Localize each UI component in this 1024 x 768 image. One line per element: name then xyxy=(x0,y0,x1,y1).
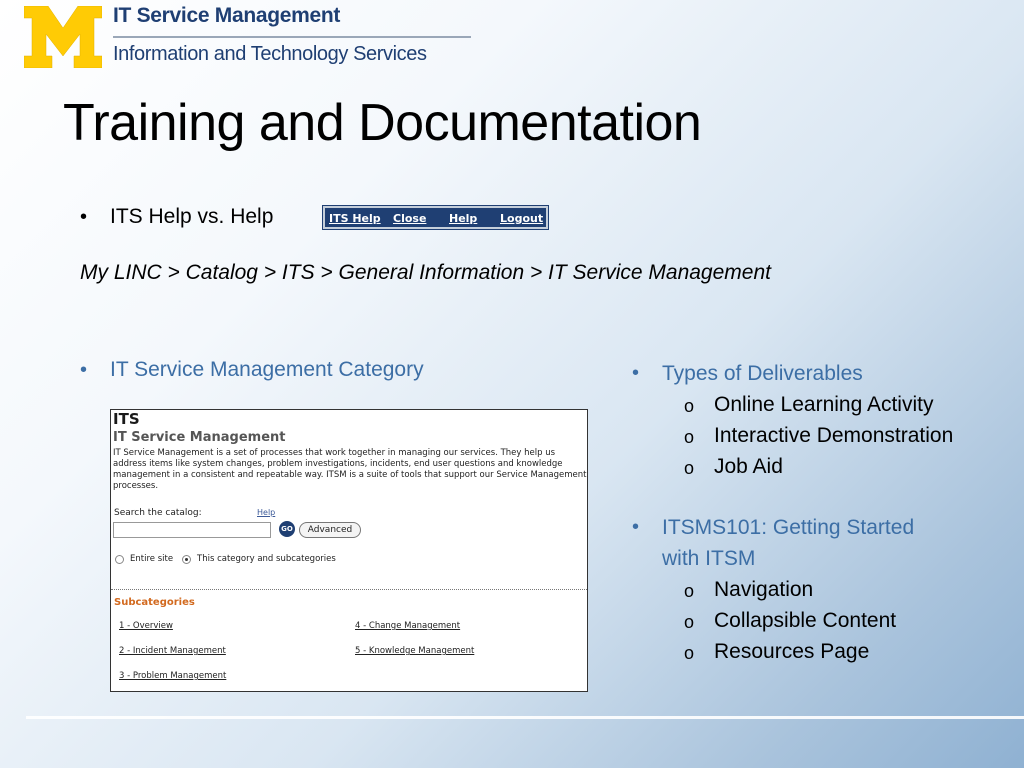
section-divider xyxy=(111,589,587,590)
course-heading-line1: ITSMS101: Getting Started xyxy=(662,516,915,539)
search-help-link[interactable]: Help xyxy=(257,508,276,517)
navbar-close-link[interactable]: Close xyxy=(393,212,427,225)
sub-bullet-icon: o xyxy=(684,396,695,416)
course-item: Collapsible Content xyxy=(714,609,897,632)
bullet-icon: • xyxy=(80,206,88,228)
subcategory-link[interactable]: 2 - Incident Management xyxy=(119,646,226,656)
bullet-its-help xyxy=(80,205,273,229)
bullet-its-help-text: ITS Help vs. Help xyxy=(110,205,274,228)
course-item: Navigation xyxy=(714,578,814,601)
advanced-button[interactable]: Advanced xyxy=(299,522,361,538)
navbar-logout-link[interactable]: Logout xyxy=(500,212,544,225)
catalog-title: IT Service Management xyxy=(113,430,286,445)
subcategory-link[interactable]: 3 - Problem Management xyxy=(119,671,227,681)
search-label: Search the catalog: xyxy=(114,508,202,518)
slide-title: Training and Documentation xyxy=(63,94,702,152)
navbar-its-help-link[interactable]: ITS Help xyxy=(329,212,381,225)
catalog-description: IT Service Management is a set of processes that work together in managing our services. They help us address items like system changes, problem investigations, incidents, end user questions and knowledge management in a consistent and repeatable way. ITSM is a suite of tools that support our Service Management processes. xyxy=(113,448,587,491)
sub-bullet-icon: o xyxy=(684,581,695,601)
subcategory-link[interactable]: 4 - Change Management xyxy=(355,621,461,631)
subcategories-heading: Subcategories xyxy=(114,597,195,608)
sub-bullet-icon: o xyxy=(684,643,695,663)
sub-bullet-icon: o xyxy=(684,612,695,632)
go-button[interactable]: GO xyxy=(279,521,295,537)
catalog-heading: ITS xyxy=(113,410,140,428)
header-subtitle: Information and Technology Services xyxy=(113,43,427,65)
catalog-search-input[interactable] xyxy=(113,522,271,538)
course-item: Resources Page xyxy=(714,640,870,663)
course-heading-line2: with ITSM xyxy=(662,547,756,570)
michigan-block-m-logo xyxy=(24,6,102,68)
breadcrumb: My LINC > Catalog > ITS > General Information > IT Service Management xyxy=(80,261,771,284)
bullet-itsm-category xyxy=(80,358,424,382)
radio-this-category[interactable] xyxy=(182,555,191,564)
footer-divider xyxy=(26,716,1024,719)
radio-entire-site-label: Entire site xyxy=(130,554,174,564)
deliverables-heading: Types of Deliverables xyxy=(662,362,863,385)
navbar-help-link[interactable]: Help xyxy=(449,212,478,225)
bullet-icon: • xyxy=(80,359,88,381)
subcategory-link[interactable]: 1 - Overview xyxy=(119,621,173,631)
header-title: IT Service Management xyxy=(113,4,341,27)
bullet-itsm-category-text: IT Service Management Category xyxy=(110,358,424,381)
its-help-navbar xyxy=(323,206,548,229)
deliverable-item: Job Aid xyxy=(714,455,783,478)
deliverable-item: Online Learning Activity xyxy=(714,393,934,416)
subcategory-link[interactable]: 5 - Knowledge Management xyxy=(355,646,475,656)
deliverable-item: Interactive Demonstration xyxy=(714,424,954,447)
catalog-screenshot xyxy=(110,409,588,692)
header-divider xyxy=(113,36,471,38)
bullet-icon: • xyxy=(632,362,640,384)
radio-this-category-label: This category and subcategories xyxy=(197,554,336,564)
radio-entire-site[interactable] xyxy=(115,555,124,564)
sub-bullet-icon: o xyxy=(684,458,695,478)
bullet-icon: • xyxy=(632,516,640,538)
sub-bullet-icon: o xyxy=(684,427,695,447)
